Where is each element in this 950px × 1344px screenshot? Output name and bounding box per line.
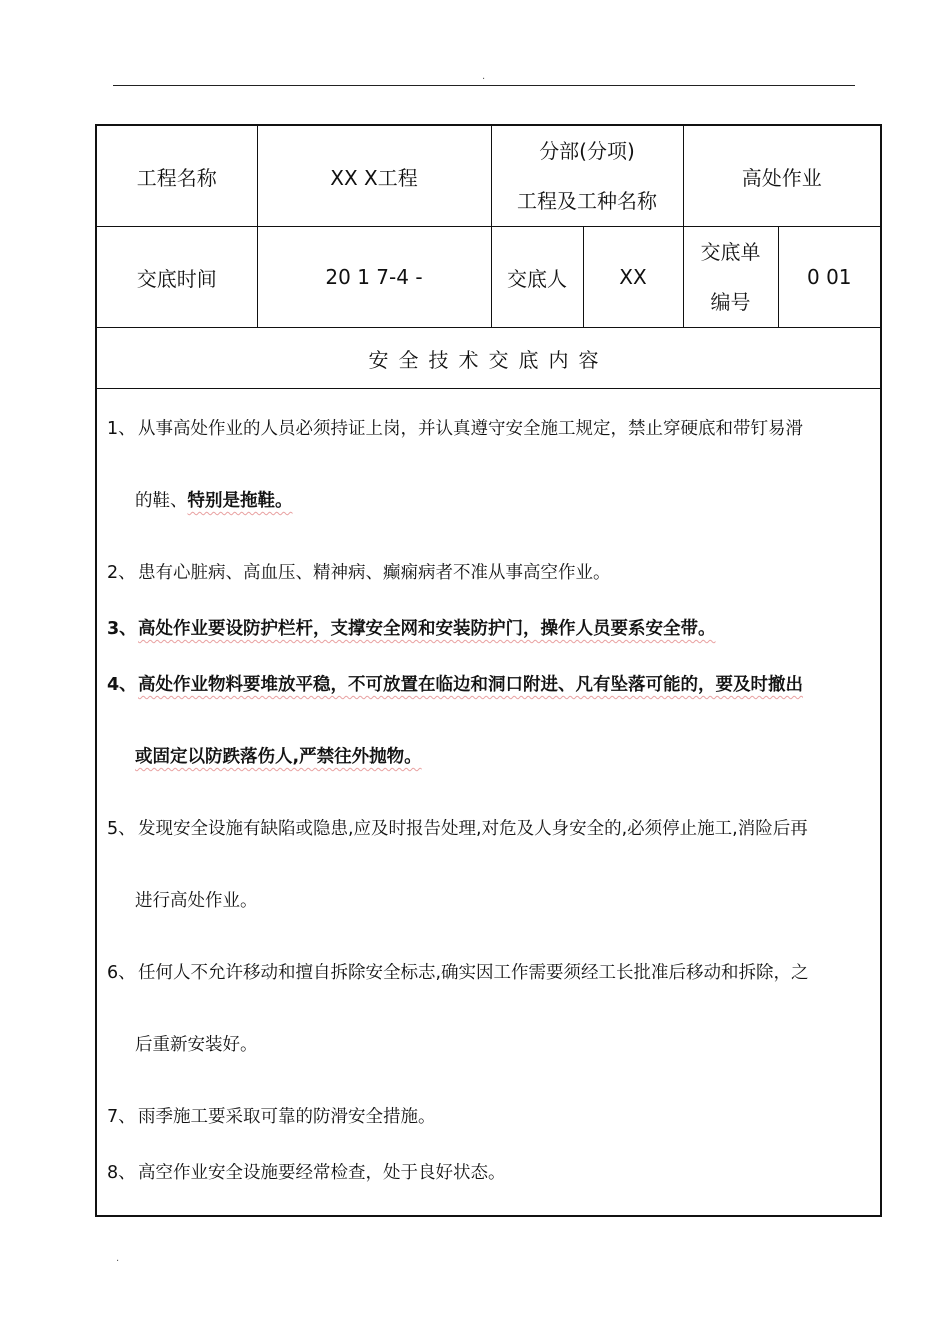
item-number: 8、 xyxy=(107,1163,136,1183)
item-text: 高处作业要设防护栏杆，支撑安全网和安装防护门，操作人员要系安全带。 xyxy=(138,619,716,639)
content-row xyxy=(96,389,881,1217)
content-cell xyxy=(96,389,881,1217)
item-text: 雨季施工要采取可靠的防滑安全措施。 xyxy=(138,1107,436,1127)
item-text-normal: 的鞋、 xyxy=(135,491,188,511)
project-name-value: XX X工程 xyxy=(257,125,491,227)
handover-no-label-line1: 交底单 xyxy=(700,240,761,264)
item-number: 7、 xyxy=(107,1107,136,1127)
handover-no-label-line2: 编号 xyxy=(710,290,751,314)
list-item xyxy=(107,601,870,657)
handover-person-value: XX xyxy=(583,227,683,328)
handover-person-label: 交底人 xyxy=(491,227,583,328)
header-dot: . xyxy=(482,71,486,82)
item-number: 3、 xyxy=(107,619,137,639)
handover-no-value: 0 01 xyxy=(778,227,881,328)
item-text-line1: 发现安全设施有缺陷或隐患,应及时报告处理,对危及人身安全的,必须停止施工,消险后再 xyxy=(138,819,808,839)
division-value: 高处作业 xyxy=(683,125,881,227)
item-text-line2: 或固定以防跌落伤人,严禁往外抛物。 xyxy=(135,747,422,767)
item-number: 6、 xyxy=(107,963,136,983)
item-text-line2: 后重新安装好。 xyxy=(135,1035,258,1055)
item-number: 2、 xyxy=(107,563,136,583)
item-number: 1、 xyxy=(107,419,136,439)
list-item xyxy=(107,1145,870,1201)
list-item xyxy=(107,401,870,545)
list-item xyxy=(107,801,870,945)
handover-row xyxy=(96,227,881,328)
item-text-line1: 任何人不允许移动和擅自拆除安全标志,确实因工作需要须经工长批准后移动和拆除，之 xyxy=(138,963,809,983)
safety-briefing-table xyxy=(95,124,882,1217)
division-label-line1: 分部(分项) xyxy=(539,139,635,163)
handover-time-label: 交底时间 xyxy=(96,227,257,328)
item-number: 4、 xyxy=(107,675,137,695)
section-title: 安全技术交底内容 xyxy=(96,328,881,389)
list-item xyxy=(107,545,870,601)
item-text-line1: 从事高处作业的人员必须持证上岗，并认真遵守安全施工规定，禁止穿硬底和带钉易滑 xyxy=(138,419,803,439)
header-rule xyxy=(113,85,855,86)
division-label xyxy=(491,125,683,227)
item-text-bold: 特别是拖鞋。 xyxy=(187,491,293,511)
item-text: 患有心脏病、高血压、精神病、癫痫病者不准从事高空作业。 xyxy=(138,563,611,583)
handover-time-value: 20 1 7-4 - xyxy=(257,227,491,328)
item-text-line2 xyxy=(135,457,870,545)
content-list xyxy=(97,389,880,1215)
list-item xyxy=(107,1089,870,1145)
handover-no-label xyxy=(683,227,778,328)
division-label-line2: 工程及工种名称 xyxy=(517,189,657,213)
item-text-line2: 进行高处作业。 xyxy=(135,891,258,911)
item-text-line1: 高处作业物料要堆放平稳，不可放置在临边和洞口附进、凡有坠落可能的，要及时撤出 xyxy=(138,675,803,695)
item-text: 高空作业安全设施要经常检查，处于良好状态。 xyxy=(138,1163,506,1183)
project-row xyxy=(96,125,881,227)
footer-dot: . xyxy=(116,1253,120,1264)
section-title-row xyxy=(96,328,881,389)
item-number: 5、 xyxy=(107,819,136,839)
list-item xyxy=(107,945,870,1089)
list-item xyxy=(107,657,870,801)
project-name-label: 工程名称 xyxy=(96,125,257,227)
